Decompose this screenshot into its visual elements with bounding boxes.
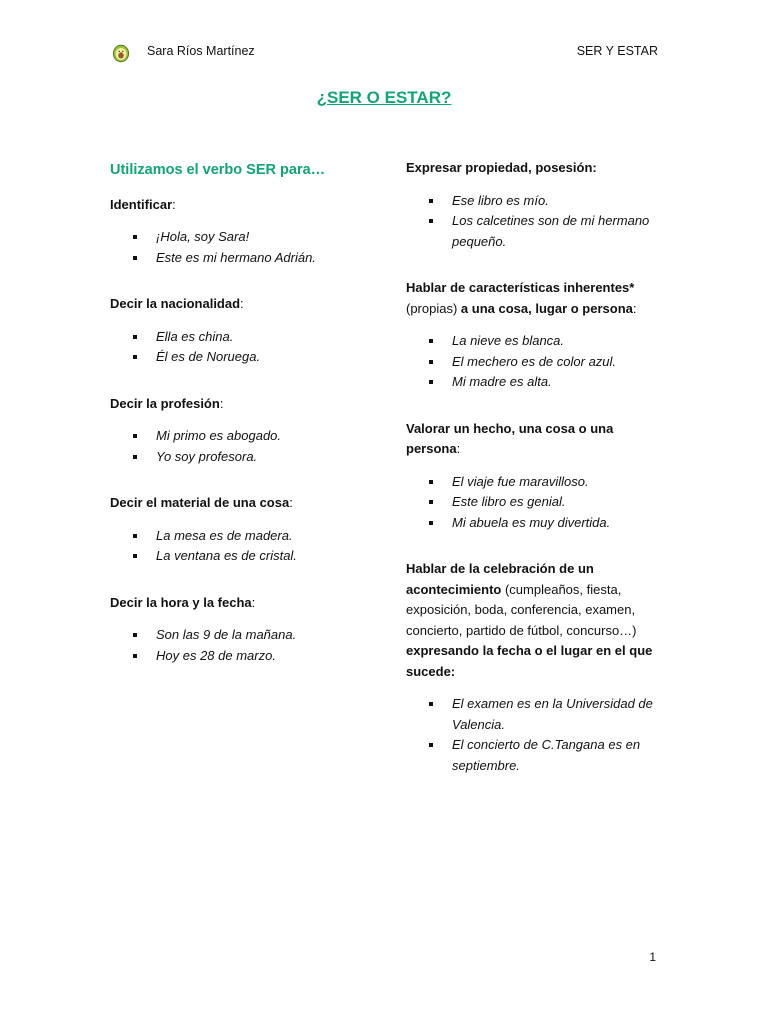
usage-label	[110, 493, 380, 514]
usage-label-text: Decir la profesión	[110, 395, 220, 411]
example-list	[110, 526, 380, 567]
usage-section	[110, 493, 380, 567]
example-item: Ella es china.	[110, 327, 380, 348]
usage-label	[406, 278, 656, 319]
example-item: La ventana es de cristal.	[110, 546, 380, 567]
usage-label-colon: :	[240, 296, 244, 311]
usage-label	[110, 394, 380, 415]
example-item: El viaje fue maravilloso.	[406, 472, 656, 493]
usage-section	[110, 394, 380, 468]
document-topic: SER Y ESTAR	[576, 44, 658, 58]
usage-label-bold: Hablar de características inherentes*	[406, 280, 635, 295]
usage-label-colon: :	[251, 594, 256, 610]
usage-label-text: Identificar	[110, 196, 173, 212]
avocado-icon	[110, 41, 132, 63]
usage-label	[406, 559, 656, 682]
usage-section	[406, 419, 656, 534]
usage-label-bold: Hablar de la celebración de un acontecimiento	[406, 561, 594, 597]
example-item: Ese libro es mío.	[406, 191, 656, 212]
example-item: Este es mi hermano Adrián.	[110, 248, 380, 269]
usage-label-bold: Valorar un hecho, una cosa o una persona	[406, 420, 614, 456]
example-item: La nieve es blanca.	[406, 331, 656, 352]
usage-label-colon: :	[289, 495, 293, 510]
example-item: Mi abuela es muy divertida.	[406, 513, 656, 534]
usage-label-text: (cumpleaños, fiesta, exposición, boda, conferencia, examen, concierto, partido de fútbol, concurso…)	[406, 581, 637, 638]
usage-section	[110, 195, 380, 269]
example-list	[406, 331, 656, 393]
example-item: Hoy es 28 de marzo.	[110, 646, 380, 667]
example-item: Son las 9 de la mañana.	[110, 625, 380, 646]
page-header	[110, 40, 658, 62]
example-item: Mi madre es alta.	[406, 372, 656, 393]
usage-section	[110, 294, 380, 368]
example-list	[406, 191, 656, 253]
usage-label	[110, 195, 380, 216]
example-item: Mi primo es abogado.	[110, 426, 380, 447]
example-item: Este libro es genial.	[406, 492, 656, 513]
usage-label-colon: :	[172, 196, 176, 212]
usage-label	[406, 158, 656, 179]
example-item: Los calcetines son de mi hermano pequeño.	[406, 211, 656, 252]
left-column	[110, 158, 380, 692]
column-heading: Utilizamos el verbo SER para…	[110, 162, 326, 178]
usage-label	[406, 419, 656, 460]
usage-label-colon: :	[219, 395, 224, 411]
example-list	[110, 426, 380, 467]
author-name: Sara Ríos Martínez	[147, 44, 255, 58]
example-list	[406, 472, 656, 534]
usage-label	[110, 294, 380, 315]
usage-label-bold: Expresar propiedad, posesión:	[406, 160, 597, 175]
example-item: El concierto de C.Tangana es en septiembre.	[406, 735, 656, 776]
usage-label-bold: a una cosa, lugar o persona	[460, 300, 633, 316]
usage-label	[110, 593, 380, 614]
usage-label-text: :	[456, 441, 461, 456]
example-list	[110, 227, 380, 268]
example-item: ¡Hola, soy Sara!	[110, 227, 380, 248]
usage-section	[406, 158, 656, 252]
right-column	[406, 158, 656, 802]
example-item: Él es de Noruega.	[110, 347, 380, 368]
example-item: El mechero es de color azul.	[406, 352, 656, 373]
usage-label-text: :	[632, 300, 637, 316]
example-list	[110, 327, 380, 368]
usage-section	[406, 559, 656, 776]
usage-section	[110, 593, 380, 667]
usage-label-text: Decir la hora y la fecha	[110, 594, 252, 610]
example-item: El examen es en la Universidad de Valencia.	[406, 694, 656, 735]
page-title: ¿SER O ESTAR?	[316, 88, 452, 107]
usage-label-text: Decir el material de una cosa	[110, 495, 290, 510]
left-sections	[110, 195, 380, 667]
example-item: La mesa es de madera.	[110, 526, 380, 547]
page-number: 1	[649, 950, 656, 964]
usage-label-bold: expresando la fecha o el lugar en el que sucede:	[406, 643, 653, 679]
example-list	[406, 694, 656, 776]
usage-label-text: (propias)	[406, 300, 461, 316]
usage-section	[406, 278, 656, 393]
right-sections	[406, 158, 656, 776]
example-list	[110, 625, 380, 666]
example-item: Yo soy profesora.	[110, 447, 380, 468]
usage-label-text: Decir la nacionalidad	[110, 296, 241, 311]
